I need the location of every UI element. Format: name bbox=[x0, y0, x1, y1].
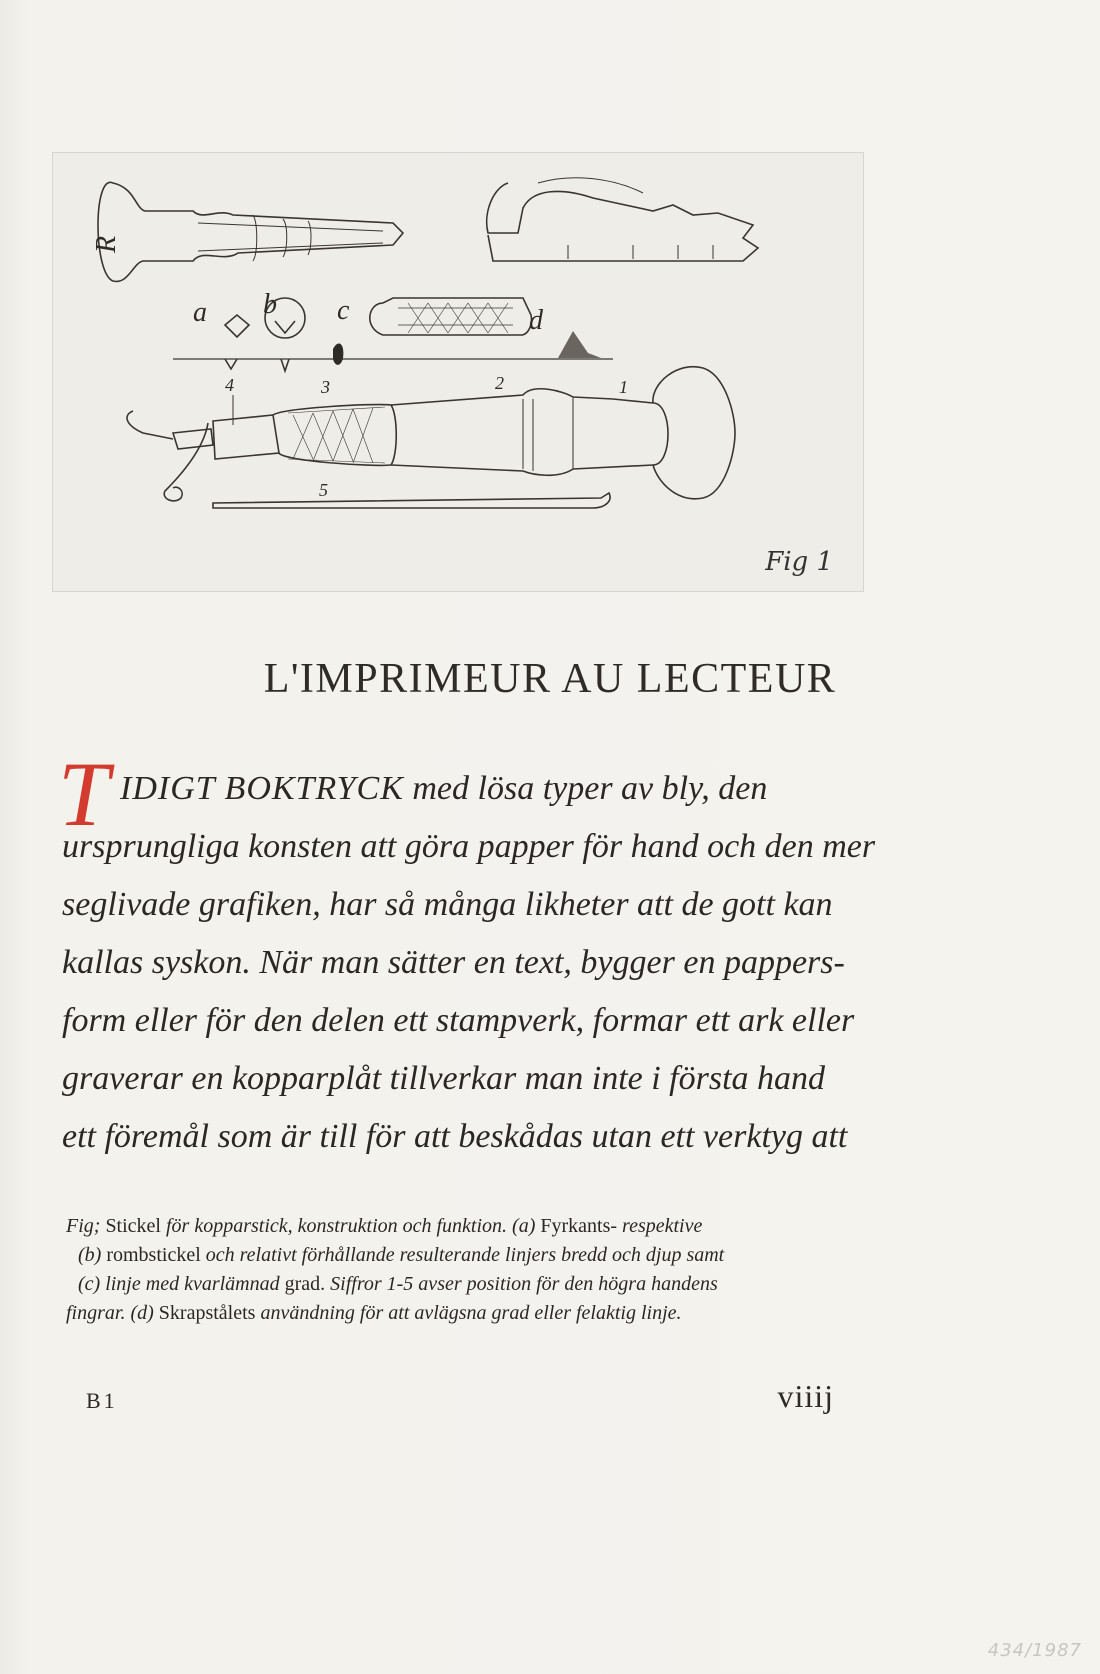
caption-roman-1: Stickel bbox=[100, 1215, 166, 1237]
engraving-illustration bbox=[53, 153, 863, 591]
caption-line-3 bbox=[66, 1270, 866, 1299]
caption-fig-ref: Fig; bbox=[66, 1215, 101, 1237]
plate-letter-c: c bbox=[337, 295, 350, 326]
body-line-4: kallas syskon. När man sätter en text, bygger en pappers- bbox=[62, 944, 845, 981]
caption-roman-5: Skrapstålets bbox=[153, 1302, 261, 1324]
plate-number-4: 4 bbox=[225, 375, 234, 395]
signature-mark: B1 bbox=[86, 1388, 118, 1413]
body-line-5: form eller för den delen ett stampverk, formar ett ark eller bbox=[62, 1002, 855, 1039]
body-paragraph bbox=[58, 743, 876, 1166]
plate-letter-a: a bbox=[193, 297, 207, 328]
caption-italic-1: för kopparstick, konstruktion och funktion. (a) bbox=[165, 1215, 536, 1237]
caption-italic-8: användning för att avlägsna grad eller felaktig linje. bbox=[260, 1302, 682, 1324]
plate-letter-b: b bbox=[263, 289, 277, 320]
engraving-plate bbox=[52, 152, 864, 592]
page-heading: L'IMPRIMEUR AU LECTEUR bbox=[263, 656, 837, 702]
body-line-2: ursprungliga konsten att göra papper för hand och den mer bbox=[62, 828, 876, 865]
plate-number-3: 3 bbox=[321, 377, 330, 397]
body-line-7: ett föremål som är till för att beskådas utan ett verktyg att bbox=[62, 1118, 848, 1155]
caption-roman-4: grad. bbox=[279, 1273, 331, 1295]
plate-number-5: 5 bbox=[319, 480, 328, 500]
body-line-1 bbox=[58, 743, 862, 845]
plate-handle-letter: R bbox=[91, 235, 122, 253]
plate-number-2: 2 bbox=[495, 373, 504, 393]
body-line-1-rest: med lösa typer av bly, den bbox=[403, 770, 768, 807]
body-line-6: graverar en kopparplåt tillverkar man inte i första hand bbox=[62, 1060, 826, 1097]
caption-italic-7: fingrar. (d) bbox=[66, 1302, 154, 1324]
page-number: viiij bbox=[777, 1378, 834, 1414]
drop-cap: T bbox=[58, 743, 110, 845]
caption-italic-4: och relativt förhållande resulterande linjers bredd och djup samt bbox=[205, 1244, 725, 1266]
caption-line-1 bbox=[66, 1212, 866, 1241]
plate-letter-d: d bbox=[529, 305, 543, 336]
caption-italic-2: respektive bbox=[622, 1215, 703, 1237]
body-line-3: seglivade grafiken, har så många likheter att de gott kan bbox=[62, 886, 833, 923]
caption-italic-3: (b) bbox=[78, 1244, 102, 1266]
pencil-inventory-note: 434/1987 bbox=[987, 1640, 1082, 1661]
caption-roman-2: Fyrkants- bbox=[535, 1215, 623, 1237]
caption-roman-3: rombstickel bbox=[101, 1244, 206, 1266]
caption-italic-6: Siffror 1-5 avser position för den högra handens bbox=[330, 1273, 718, 1295]
plate-number-1: 1 bbox=[619, 377, 628, 397]
figure-caption bbox=[66, 1212, 866, 1328]
caption-line-2 bbox=[66, 1241, 866, 1270]
lead-caps: IDIGT BOKTRYCK bbox=[120, 770, 404, 807]
figure-label: Fig 1 bbox=[765, 547, 833, 577]
caption-italic-5: (c) linje med kvarlämnad bbox=[78, 1273, 280, 1295]
caption-line-4 bbox=[66, 1299, 866, 1328]
